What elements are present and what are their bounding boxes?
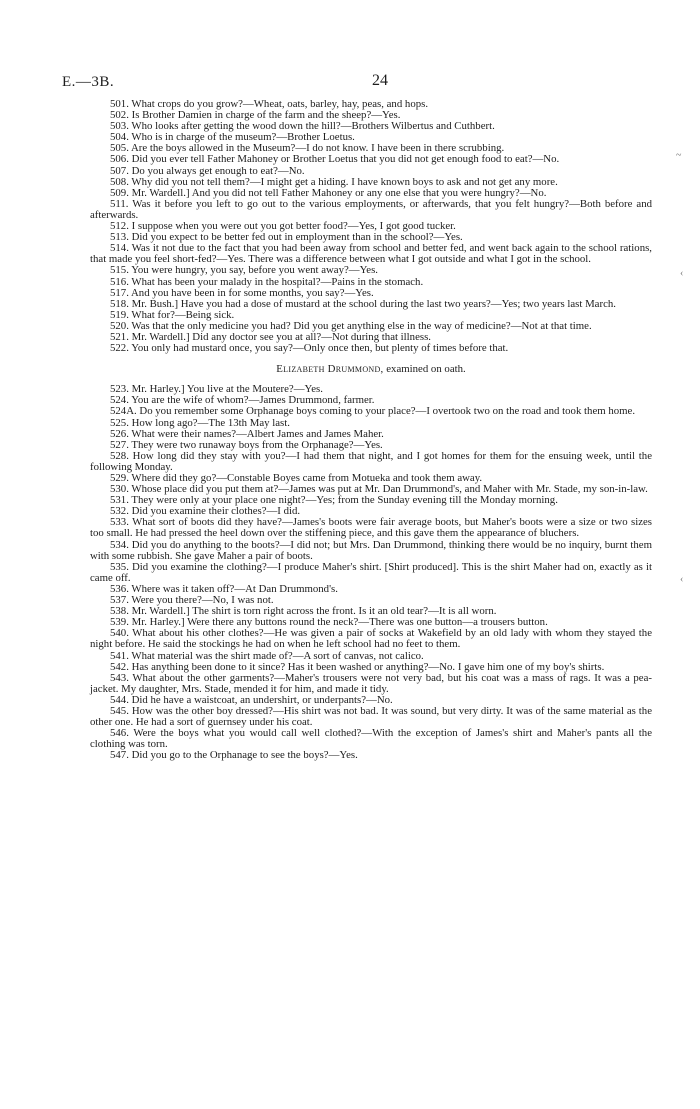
question-506: 506. Did you ever tell Father Mahoney or Brother Loetus that you did not get enough food to eat?—No. (110, 153, 560, 166)
question-547: 547. Did you go to the Orphanage to see the boys?—Yes. (110, 749, 358, 762)
question-530: 530. Whose place did you put them at?—James was put at Mr. Dan Drummond's, and Maher with Mr. Stade, my son-in-law. (110, 483, 648, 496)
question-536: 536. Where was it taken off?—At Dan Drummond's. (110, 582, 338, 595)
margin-scan-mark-2: ‹ (680, 268, 684, 279)
question-503: 503. Who looks after getting the wood down the hill?—Brothers Wilbertus and Cuthbert. (110, 120, 495, 133)
question-512: 512. I suppose when you were out you got better food?—Yes, I got good tucker. (110, 220, 456, 233)
question-524: 524. You are the wife of whom?—James Drummond, farmer. (110, 394, 375, 407)
document-reference: E.—3B. (62, 74, 115, 90)
page-header (62, 72, 662, 94)
question-524a: 524A. Do you remember some Orphanage boys coming to your place?—I overtook two on the road and took them home. (110, 405, 636, 418)
question-534: 534. Did you do anything to the boots?—I did not; but Mrs. Dan Drummond, thinking there would be no inquiry, burnt them with some rubbish. She gave Maher a pair of boots. (90, 538, 652, 562)
question-535: 535. Did you examine the clothing?—I produce Maher's shirt. [Shirt produced]. This is the shirt Maher had on, exactly as it came off. (90, 560, 652, 584)
question-509: 509. Mr. Wardell.] And you did not tell Father Mahoney or any one else that you were hungry?—No. (110, 186, 547, 199)
question-525: 525. How long ago?—The 13th May last. (110, 416, 290, 429)
question-508: 508. Why did you not tell them?—I might get a hiding. I have known boys to ask and not get any more. (110, 175, 558, 188)
question-521: 521. Mr. Wardell.] Did any doctor see you at all?—Not during that illness. (110, 330, 431, 343)
question-532: 532. Did you examine their clothes?—I did. (110, 505, 301, 518)
question-513: 513. Did you expect to be better fed out in employment than in the school?—Yes. (110, 231, 463, 244)
question-539: 539. Mr. Harley.] Were there any buttons round the neck?—There was one button—a trousers button. (110, 616, 548, 629)
question-545: 545. How was the other boy dressed?—His shirt was not bad. It was sound, but very dirty. It was of the same material as the other one. He had a sort of guernsey under his coat. (90, 704, 652, 729)
question-546: 546. Were the boys what you would call well clothed?—With the exception of James's shirt and Maher's pants all the clothing was torn. (90, 727, 652, 751)
margin-scan-mark-3: ‹ (680, 574, 684, 585)
question-531: 531. They were only at your place one night?—Yes; from the Sunday evening till the Monday morning. (110, 494, 558, 507)
question-537: 537. Were you there?—No, I was not. (110, 594, 274, 607)
question-540: 540. What about his other clothes?—He was given a pair of socks at Wakefield by an old lady with whom they stayed the night before. He said the stockings he had on when he left school had no feet to them. (90, 627, 652, 651)
question-533: 533. What sort of boots did they have?—James's boots were fair average boots, but Maher's boots were a size or two sizes too small. He had pressed the heel down over the stiffening piece, and this gave them the appearance of bluchers. (90, 516, 652, 540)
question-505: 505. Are the boys allowed in the Museum?—I do not know. I have been in there scrubbing. (110, 142, 505, 155)
question-519: 519. What for?—Being sick. (110, 308, 235, 321)
question-543: 543. What about the other garments?—Maher's trousers were not very bad, but his coat was a mass of rags. It was a pea-jacket. My daughter, Mrs. Stade, mended it for him, and made it tidy. (90, 671, 652, 695)
question-544: 544. Did he have a waistcoat, an undershirt, or underpants?—No. (110, 693, 393, 706)
question-504: 504. Who is in charge of the museum?—Brother Loetus. (110, 131, 355, 144)
question-541: 541. What material was the shirt made of?—A sort of canvas, not calico. (110, 649, 424, 662)
question-542: 542. Has anything been done to it since? Has it been washed or anything?—No. I gave him one of my boy's shirts. (110, 660, 605, 673)
question-538: 538. Mr. Wardell.] The shirt is torn right across the front. Is it an old tear?—It is all worn. (110, 605, 497, 618)
witness-heading (90, 364, 652, 375)
question-529: 529. Where did they go?—Constable Boyes came from Motueka and took them away. (110, 472, 483, 484)
question-526: 526. What were their names?—Albert James and James Maher. (110, 427, 384, 440)
question-522: 522. You only had mustard once, you say?—Only once then, but plenty of times before that. (110, 342, 509, 355)
page-number: 24 (372, 72, 388, 89)
witness-heading-rest: examined on oath. (386, 363, 466, 376)
question-517: 517. And you have been in for some months, you say?—Yes. (110, 286, 374, 299)
question-515: 515. You were hungry, you say, before you went away?—Yes. (110, 264, 378, 277)
testimony-body (90, 99, 652, 761)
question-528: 528. How long did they stay with you?—I had them that night, and I got homes for them for the ensuing week, until the following Monday. (90, 449, 652, 473)
question-511: 511. Was it before you left to go out to the various employments, or afterwards, that you felt hungry?—Both before and afterwards. (90, 197, 652, 221)
witness-name: Elizabeth Drummond, (276, 363, 384, 376)
question-502: 502. Is Brother Damien in charge of the farm and the sheep?—Yes. (110, 109, 401, 122)
question-527: 527. They were two runaway boys from the Orphanage?—Yes. (110, 438, 383, 451)
question-516: 516. What has been your malady in the hospital?—Pains in the stomach. (110, 275, 424, 288)
question-523: 523. Mr. Harley.] You live at the Moutere?—Yes. (110, 383, 323, 396)
margin-scan-mark-1: ~ (676, 150, 682, 161)
question-518: 518. Mr. Bush.] Have you had a dose of mustard at the school during the last two years?—Yes; two years last March. (110, 297, 616, 310)
question-514: 514. Was it not due to the fact that you had been away from school and better fed, and went back again to the school rations, that made you feel short-fed?—Yes. There was a difference between what I got outside and what I got in the school. (90, 242, 652, 266)
question-507: 507. Do you always get enough to eat?—No. (110, 164, 305, 177)
question-520: 520. Was that the only medicine you had? Did you get anything else in the way of medicine?—Not at that time. (110, 319, 592, 332)
question-501: 501. What crops do you grow?—Wheat, oats, barley, hay, peas, and hops. (110, 98, 429, 110)
